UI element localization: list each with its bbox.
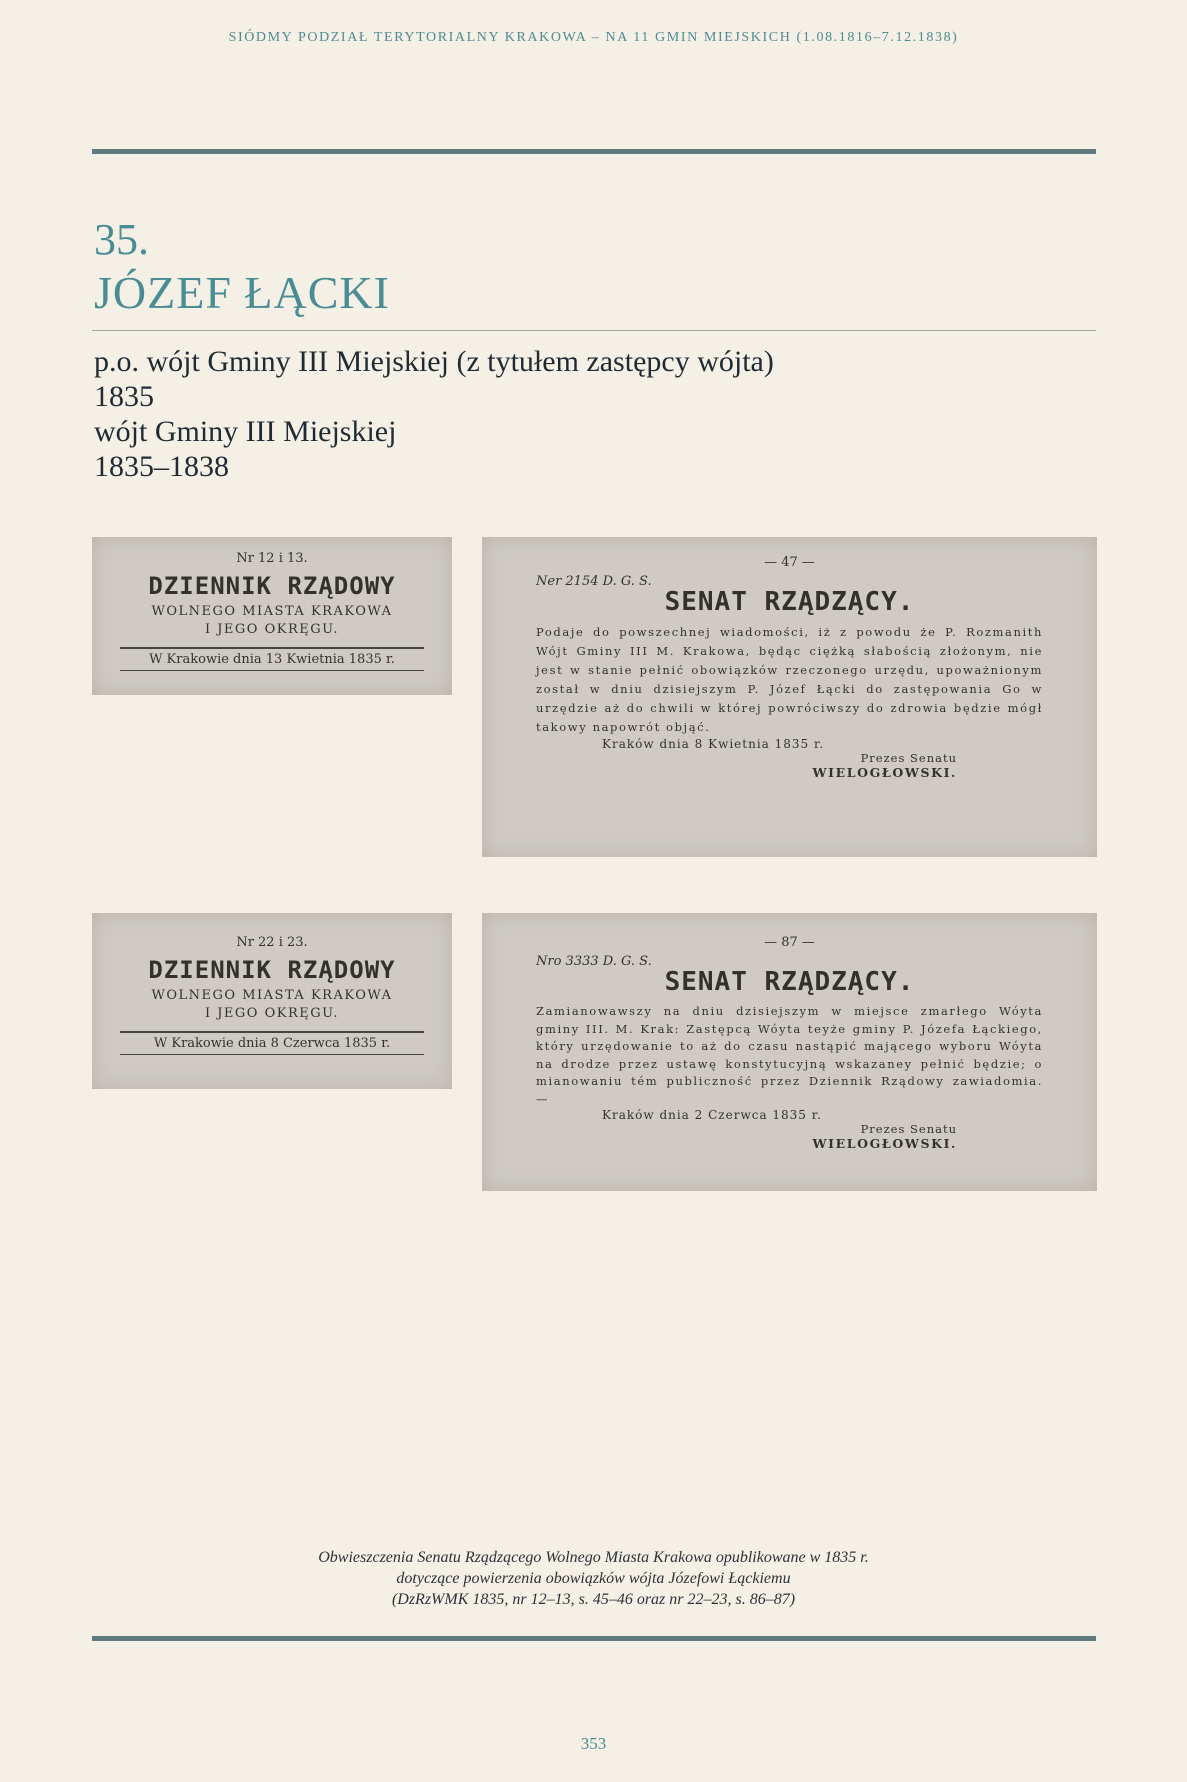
senate-notice-scan-2 xyxy=(482,913,1097,1191)
name-divider xyxy=(92,330,1096,331)
issue-dateline: W Krakowie dnia 8 Czerwca 1835 r. xyxy=(120,1031,424,1055)
issue-number: Nr 22 i 23. xyxy=(236,935,308,950)
notice-place-date: Kraków dnia 2 Czerwca 1835 r. xyxy=(602,1108,822,1122)
roles-block xyxy=(94,344,774,484)
masthead-scan-2 xyxy=(92,913,452,1089)
figure-caption xyxy=(200,1547,987,1610)
role-line: p.o. wójt Gminy III Miejskiej (z tytułem zastępcy wójta) xyxy=(94,345,774,378)
journal-title: DZIENNIK RZĄDOWY xyxy=(148,956,396,984)
role-line: 1835 xyxy=(94,380,154,413)
role-line: 1835–1838 xyxy=(94,450,229,483)
journal-title: DZIENNIK RZĄDOWY xyxy=(148,572,396,600)
journal-subtitle: WOLNEGO MIASTA KRAKOWA xyxy=(151,988,393,1003)
issue-dateline: W Krakowie dnia 13 Kwietnia 1835 r. xyxy=(120,647,424,671)
journal-subtitle: WOLNEGO MIASTA KRAKOWA xyxy=(151,604,393,619)
page-marker: — 47 — xyxy=(764,555,815,570)
caption-line: (DzRzWMK 1835, nr 12–13, s. 45–46 oraz nr 22–23, s. 86–87) xyxy=(391,1591,796,1608)
role-line: wójt Gminy III Miejskiej xyxy=(94,415,397,448)
senate-notice-scan-1 xyxy=(482,537,1097,857)
journal-subtitle: I JEGO OKRĘGU. xyxy=(204,622,340,637)
notice-signatory-title: Prezes Senatu xyxy=(860,751,957,765)
entry-number: 35. xyxy=(94,215,149,264)
notice-heading: SENAT RZĄDZĄCY. xyxy=(664,967,915,997)
page-number: 353 xyxy=(580,1734,607,1753)
notice-heading: SENAT RZĄDZĄCY. xyxy=(664,587,915,617)
notice-signatory-name: WIELOGŁOWSKI. xyxy=(812,765,957,780)
bottom-rule xyxy=(92,1636,1096,1641)
caption-line: dotyczące powierzenia obowiązków wójta Józefowi Łąckiemu xyxy=(396,1570,791,1587)
notice-reference: Nro 3333 D. G. S. xyxy=(536,954,652,969)
top-rule xyxy=(92,149,1096,154)
running-header: SIÓDMY PODZIAŁ TERYTORIALNY KRAKOWA – NA 11 GMIN MIEJSKICH (1.08.1816–7.12.1838) xyxy=(228,30,959,45)
notice-place-date: Kraków dnia 8 Kwietnia 1835 r. xyxy=(602,737,825,751)
masthead-scan-1 xyxy=(92,537,452,695)
page-marker: — 87 — xyxy=(764,935,815,950)
caption-line: Obwieszczenia Senatu Rządzącego Wolnego Miasta Krakowa opublikowane w 1835 r. xyxy=(318,1549,869,1566)
notice-body: Zamianowawszy na dniu dzisiejszym w miejsce zmarłego Wóyta gminy III. M. Krak: Zastępcą Wóyta teyże gminy P. Józefa Łąckiego, który urzędowanie to aż do czasu nastąpić mającego wyboru Wóyta na drodze przez ustawę konstytucyjną wskazaney pełnić będzie; o mianowaniu tém publiczność przez Dziennik Rządowy zawiadomia. — xyxy=(536,1004,1043,1106)
notice-body: Podaje do powszechnej wiadomości, iż z powodu że P. Rozmanith Wójt Gminy III M. Krakowa, będąc ciężką słabością złożonym, nie jest w stanie pełnić obowiązków rzeczonego urzędu, upoważnionym został w dniu dzisiejszym P. Józef Łącki do zastępowania Go w urzędzie aż do chwili w której powróciwszy do zdrowia będzie mógł takowy napowrót objąć. xyxy=(536,625,1043,734)
notice-signatory-title: Prezes Senatu xyxy=(860,1122,957,1136)
notice-signatory-name: WIELOGŁOWSKI. xyxy=(812,1136,957,1151)
journal-subtitle: I JEGO OKRĘGU. xyxy=(204,1006,340,1021)
entry-name: JÓZEF ŁĄCKI xyxy=(94,267,390,318)
notice-reference: Ner 2154 D. G. S. xyxy=(536,574,652,589)
issue-number: Nr 12 i 13. xyxy=(236,551,308,566)
